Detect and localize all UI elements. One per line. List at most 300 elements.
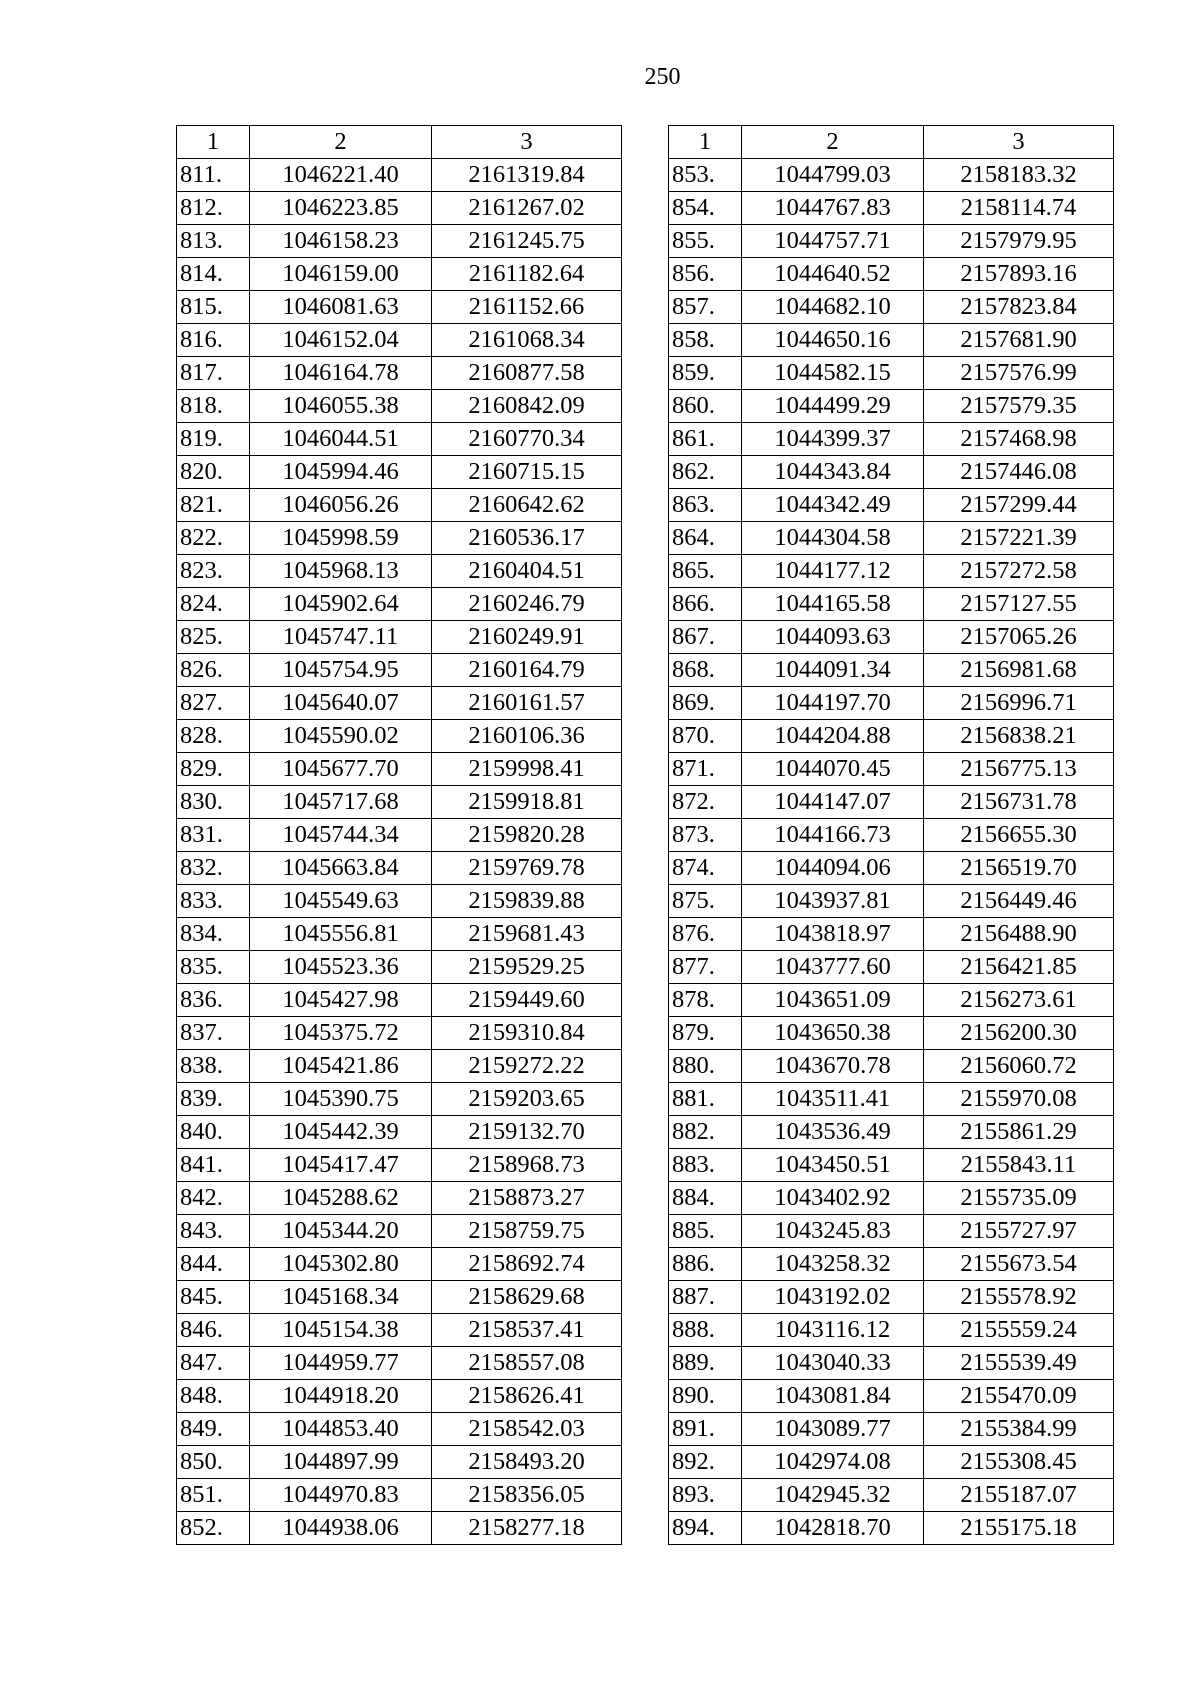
y-coordinate-cell: 2155175.18 — [924, 1512, 1114, 1545]
table-row — [669, 1083, 1114, 1116]
x-coordinate-cell: 1044147.07 — [742, 786, 924, 819]
x-coordinate-cell: 1044094.06 — [742, 852, 924, 885]
y-coordinate-cell: 2158873.27 — [432, 1182, 622, 1215]
row-number-cell: 845. — [177, 1281, 250, 1314]
y-coordinate-cell: 2158692.74 — [432, 1248, 622, 1281]
table-row — [177, 225, 622, 258]
row-number-cell: 822. — [177, 522, 250, 555]
column-header-3: 3 — [924, 126, 1114, 159]
x-coordinate-cell: 1046056.26 — [250, 489, 432, 522]
row-number-cell: 867. — [669, 621, 742, 654]
y-coordinate-cell: 2156200.30 — [924, 1017, 1114, 1050]
row-number-cell: 847. — [177, 1347, 250, 1380]
table-row — [669, 1215, 1114, 1248]
y-coordinate-cell: 2155187.07 — [924, 1479, 1114, 1512]
x-coordinate-cell: 1043777.60 — [742, 951, 924, 984]
x-coordinate-cell: 1045344.20 — [250, 1215, 432, 1248]
x-coordinate-cell: 1045677.70 — [250, 753, 432, 786]
row-number-cell: 872. — [669, 786, 742, 819]
table-row — [669, 1413, 1114, 1446]
row-number-cell: 859. — [669, 357, 742, 390]
x-coordinate-cell: 1043651.09 — [742, 984, 924, 1017]
y-coordinate-cell: 2158629.68 — [432, 1281, 622, 1314]
row-number-cell: 850. — [177, 1446, 250, 1479]
row-number-cell: 879. — [669, 1017, 742, 1050]
table-row — [177, 1314, 622, 1347]
table-row — [177, 753, 622, 786]
table-row — [669, 159, 1114, 192]
table-row — [177, 423, 622, 456]
x-coordinate-cell: 1045590.02 — [250, 720, 432, 753]
table-row — [669, 588, 1114, 621]
row-number-cell: 858. — [669, 324, 742, 357]
y-coordinate-cell: 2155843.11 — [924, 1149, 1114, 1182]
x-coordinate-cell: 1044959.77 — [250, 1347, 432, 1380]
x-coordinate-cell: 1045523.36 — [250, 951, 432, 984]
row-number-cell: 894. — [669, 1512, 742, 1545]
row-number-cell: 869. — [669, 687, 742, 720]
row-number-cell: 854. — [669, 192, 742, 225]
x-coordinate-cell: 1043670.78 — [742, 1050, 924, 1083]
y-coordinate-cell: 2155578.92 — [924, 1281, 1114, 1314]
y-coordinate-cell: 2156996.71 — [924, 687, 1114, 720]
x-coordinate-cell: 1045549.63 — [250, 885, 432, 918]
x-coordinate-cell: 1045744.34 — [250, 819, 432, 852]
x-coordinate-cell: 1044640.52 — [742, 258, 924, 291]
x-coordinate-cell: 1043818.97 — [742, 918, 924, 951]
table-row — [177, 1248, 622, 1281]
x-coordinate-cell: 1044304.58 — [742, 522, 924, 555]
x-coordinate-cell: 1043192.02 — [742, 1281, 924, 1314]
x-coordinate-cell: 1044070.45 — [742, 753, 924, 786]
table-row — [669, 621, 1114, 654]
row-number-cell: 838. — [177, 1050, 250, 1083]
y-coordinate-cell: 2157127.55 — [924, 588, 1114, 621]
page-number: 250 — [644, 64, 681, 90]
y-coordinate-cell: 2155470.09 — [924, 1380, 1114, 1413]
x-coordinate-cell: 1044938.06 — [250, 1512, 432, 1545]
y-coordinate-cell: 2155559.24 — [924, 1314, 1114, 1347]
table-row — [177, 1413, 622, 1446]
x-coordinate-cell: 1045994.46 — [250, 456, 432, 489]
row-number-cell: 823. — [177, 555, 250, 588]
table-row — [177, 918, 622, 951]
x-coordinate-cell: 1045154.38 — [250, 1314, 432, 1347]
table-row — [177, 588, 622, 621]
y-coordinate-cell: 2156060.72 — [924, 1050, 1114, 1083]
y-coordinate-cell: 2160164.79 — [432, 654, 622, 687]
table-row — [177, 1083, 622, 1116]
x-coordinate-cell: 1046152.04 — [250, 324, 432, 357]
table-row — [669, 1512, 1114, 1545]
table-row — [669, 1248, 1114, 1281]
row-number-cell: 891. — [669, 1413, 742, 1446]
coordinates-table-right — [668, 125, 1114, 1545]
x-coordinate-cell: 1044499.29 — [742, 390, 924, 423]
table-row — [177, 1116, 622, 1149]
y-coordinate-cell: 2160642.62 — [432, 489, 622, 522]
y-coordinate-cell: 2159272.22 — [432, 1050, 622, 1083]
x-coordinate-cell: 1045417.47 — [250, 1149, 432, 1182]
y-coordinate-cell: 2160842.09 — [432, 390, 622, 423]
row-number-cell: 853. — [669, 159, 742, 192]
row-number-cell: 811. — [177, 159, 250, 192]
x-coordinate-cell: 1046164.78 — [250, 357, 432, 390]
row-number-cell: 881. — [669, 1083, 742, 1116]
table-row — [669, 918, 1114, 951]
row-number-cell: 887. — [669, 1281, 742, 1314]
y-coordinate-cell: 2159449.60 — [432, 984, 622, 1017]
row-number-cell: 835. — [177, 951, 250, 984]
table-row — [669, 951, 1114, 984]
table-row — [669, 324, 1114, 357]
x-coordinate-cell: 1043258.32 — [742, 1248, 924, 1281]
x-coordinate-cell: 1044799.03 — [742, 159, 924, 192]
y-coordinate-cell: 2158493.20 — [432, 1446, 622, 1479]
y-coordinate-cell: 2156519.70 — [924, 852, 1114, 885]
row-number-cell: 839. — [177, 1083, 250, 1116]
y-coordinate-cell: 2157065.26 — [924, 621, 1114, 654]
row-number-cell: 827. — [177, 687, 250, 720]
table-row — [177, 1017, 622, 1050]
y-coordinate-cell: 2160877.58 — [432, 357, 622, 390]
row-number-cell: 892. — [669, 1446, 742, 1479]
table-row — [177, 1479, 622, 1512]
x-coordinate-cell: 1043089.77 — [742, 1413, 924, 1446]
table-row — [177, 357, 622, 390]
x-coordinate-cell: 1045968.13 — [250, 555, 432, 588]
row-number-cell: 830. — [177, 786, 250, 819]
y-coordinate-cell: 2159203.65 — [432, 1083, 622, 1116]
row-number-cell: 848. — [177, 1380, 250, 1413]
y-coordinate-cell: 2157468.98 — [924, 423, 1114, 456]
x-coordinate-cell: 1045717.68 — [250, 786, 432, 819]
y-coordinate-cell: 2155861.29 — [924, 1116, 1114, 1149]
row-number-cell: 817. — [177, 357, 250, 390]
table-row — [177, 852, 622, 885]
table-row — [669, 852, 1114, 885]
table-row — [669, 357, 1114, 390]
column-header-2: 2 — [250, 126, 432, 159]
row-number-cell: 862. — [669, 456, 742, 489]
row-number-cell: 826. — [177, 654, 250, 687]
table-row — [669, 819, 1114, 852]
y-coordinate-cell: 2158968.73 — [432, 1149, 622, 1182]
table-row — [177, 654, 622, 687]
x-coordinate-cell: 1044165.58 — [742, 588, 924, 621]
table-row — [669, 885, 1114, 918]
row-number-cell: 851. — [177, 1479, 250, 1512]
row-number-cell: 868. — [669, 654, 742, 687]
table-row — [669, 1116, 1114, 1149]
y-coordinate-cell: 2156488.90 — [924, 918, 1114, 951]
row-number-cell: 871. — [669, 753, 742, 786]
table-row — [669, 1380, 1114, 1413]
x-coordinate-cell: 1042818.70 — [742, 1512, 924, 1545]
row-number-cell: 841. — [177, 1149, 250, 1182]
y-coordinate-cell: 2155308.45 — [924, 1446, 1114, 1479]
table-row — [669, 720, 1114, 753]
y-coordinate-cell: 2159998.41 — [432, 753, 622, 786]
row-number-cell: 873. — [669, 819, 742, 852]
y-coordinate-cell: 2161319.84 — [432, 159, 622, 192]
x-coordinate-cell: 1043511.41 — [742, 1083, 924, 1116]
row-number-cell: 813. — [177, 225, 250, 258]
row-number-cell: 812. — [177, 192, 250, 225]
row-number-cell: 834. — [177, 918, 250, 951]
y-coordinate-cell: 2157576.99 — [924, 357, 1114, 390]
x-coordinate-cell: 1046223.85 — [250, 192, 432, 225]
y-coordinate-cell: 2156981.68 — [924, 654, 1114, 687]
y-coordinate-cell: 2155727.97 — [924, 1215, 1114, 1248]
row-number-cell: 888. — [669, 1314, 742, 1347]
row-number-cell: 883. — [669, 1149, 742, 1182]
y-coordinate-cell: 2156421.85 — [924, 951, 1114, 984]
x-coordinate-cell: 1044897.99 — [250, 1446, 432, 1479]
table-row — [669, 1182, 1114, 1215]
table-row — [177, 489, 622, 522]
row-number-cell: 815. — [177, 291, 250, 324]
x-coordinate-cell: 1045168.34 — [250, 1281, 432, 1314]
table-row — [177, 258, 622, 291]
y-coordinate-cell: 2161182.64 — [432, 258, 622, 291]
table-row — [669, 786, 1114, 819]
x-coordinate-cell: 1044166.73 — [742, 819, 924, 852]
y-coordinate-cell: 2158542.03 — [432, 1413, 622, 1446]
y-coordinate-cell: 2155384.99 — [924, 1413, 1114, 1446]
table-row — [177, 1149, 622, 1182]
row-number-cell: 884. — [669, 1182, 742, 1215]
y-coordinate-cell: 2157893.16 — [924, 258, 1114, 291]
table-row — [669, 192, 1114, 225]
x-coordinate-cell: 1044970.83 — [250, 1479, 432, 1512]
x-coordinate-cell: 1044682.10 — [742, 291, 924, 324]
x-coordinate-cell: 1045747.11 — [250, 621, 432, 654]
table-row — [177, 522, 622, 555]
row-number-cell: 819. — [177, 423, 250, 456]
y-coordinate-cell: 2156655.30 — [924, 819, 1114, 852]
x-coordinate-cell: 1043245.83 — [742, 1215, 924, 1248]
y-coordinate-cell: 2158537.41 — [432, 1314, 622, 1347]
table-row — [669, 291, 1114, 324]
y-coordinate-cell: 2156838.21 — [924, 720, 1114, 753]
table-row — [177, 1050, 622, 1083]
row-number-cell: 852. — [177, 1512, 250, 1545]
x-coordinate-cell: 1046081.63 — [250, 291, 432, 324]
table-row — [669, 753, 1114, 786]
row-number-cell: 885. — [669, 1215, 742, 1248]
y-coordinate-cell: 2160536.17 — [432, 522, 622, 555]
table-row — [669, 1314, 1114, 1347]
table-row — [177, 720, 622, 753]
x-coordinate-cell: 1046158.23 — [250, 225, 432, 258]
table-row — [177, 951, 622, 984]
y-coordinate-cell: 2157979.95 — [924, 225, 1114, 258]
table-row — [177, 621, 622, 654]
x-coordinate-cell: 1045421.86 — [250, 1050, 432, 1083]
x-coordinate-cell: 1044091.34 — [742, 654, 924, 687]
table-header-row — [669, 126, 1114, 159]
y-coordinate-cell: 2156273.61 — [924, 984, 1114, 1017]
y-coordinate-cell: 2158626.41 — [432, 1380, 622, 1413]
table-row — [669, 225, 1114, 258]
row-number-cell: 857. — [669, 291, 742, 324]
y-coordinate-cell: 2160715.15 — [432, 456, 622, 489]
column-header-1: 1 — [669, 126, 742, 159]
x-coordinate-cell: 1042974.08 — [742, 1446, 924, 1479]
x-coordinate-cell: 1045663.84 — [250, 852, 432, 885]
table-row — [669, 456, 1114, 489]
x-coordinate-cell: 1045302.80 — [250, 1248, 432, 1281]
row-number-cell: 860. — [669, 390, 742, 423]
y-coordinate-cell: 2157681.90 — [924, 324, 1114, 357]
x-coordinate-cell: 1046159.00 — [250, 258, 432, 291]
x-coordinate-cell: 1044342.49 — [742, 489, 924, 522]
y-coordinate-cell: 2161267.02 — [432, 192, 622, 225]
table-row — [177, 1281, 622, 1314]
table-row — [669, 423, 1114, 456]
row-number-cell: 855. — [669, 225, 742, 258]
table-row — [669, 1281, 1114, 1314]
row-number-cell: 828. — [177, 720, 250, 753]
y-coordinate-cell: 2159820.28 — [432, 819, 622, 852]
y-coordinate-cell: 2155539.49 — [924, 1347, 1114, 1380]
x-coordinate-cell: 1045998.59 — [250, 522, 432, 555]
row-number-cell: 849. — [177, 1413, 250, 1446]
row-number-cell: 832. — [177, 852, 250, 885]
table-row — [177, 555, 622, 588]
x-coordinate-cell: 1045442.39 — [250, 1116, 432, 1149]
x-coordinate-cell: 1043450.51 — [742, 1149, 924, 1182]
y-coordinate-cell: 2156775.13 — [924, 753, 1114, 786]
table-row — [669, 522, 1114, 555]
row-number-cell: 874. — [669, 852, 742, 885]
x-coordinate-cell: 1046055.38 — [250, 390, 432, 423]
y-coordinate-cell: 2159529.25 — [432, 951, 622, 984]
row-number-cell: 856. — [669, 258, 742, 291]
table-row — [177, 1182, 622, 1215]
x-coordinate-cell: 1044204.88 — [742, 720, 924, 753]
table-row — [669, 1446, 1114, 1479]
row-number-cell: 878. — [669, 984, 742, 1017]
table-row — [177, 456, 622, 489]
x-coordinate-cell: 1043402.92 — [742, 1182, 924, 1215]
table-row — [177, 390, 622, 423]
x-coordinate-cell: 1044177.12 — [742, 555, 924, 588]
x-coordinate-cell: 1042945.32 — [742, 1479, 924, 1512]
row-number-cell: 837. — [177, 1017, 250, 1050]
y-coordinate-cell: 2161245.75 — [432, 225, 622, 258]
y-coordinate-cell: 2155673.54 — [924, 1248, 1114, 1281]
row-number-cell: 886. — [669, 1248, 742, 1281]
y-coordinate-cell: 2156449.46 — [924, 885, 1114, 918]
x-coordinate-cell: 1044650.16 — [742, 324, 924, 357]
x-coordinate-cell: 1044757.71 — [742, 225, 924, 258]
x-coordinate-cell: 1043650.38 — [742, 1017, 924, 1050]
table-row — [177, 819, 622, 852]
y-coordinate-cell: 2160161.57 — [432, 687, 622, 720]
table-header-row — [177, 126, 622, 159]
table-row — [177, 1347, 622, 1380]
y-coordinate-cell: 2158277.18 — [432, 1512, 622, 1545]
y-coordinate-cell: 2159839.88 — [432, 885, 622, 918]
y-coordinate-cell: 2156731.78 — [924, 786, 1114, 819]
row-number-cell: 889. — [669, 1347, 742, 1380]
row-number-cell: 877. — [669, 951, 742, 984]
table-row — [669, 1479, 1114, 1512]
table-row — [669, 390, 1114, 423]
x-coordinate-cell: 1043937.81 — [742, 885, 924, 918]
row-number-cell: 814. — [177, 258, 250, 291]
y-coordinate-cell: 2160106.36 — [432, 720, 622, 753]
y-coordinate-cell: 2160770.34 — [432, 423, 622, 456]
row-number-cell: 821. — [177, 489, 250, 522]
y-coordinate-cell: 2158356.05 — [432, 1479, 622, 1512]
y-coordinate-cell: 2157579.35 — [924, 390, 1114, 423]
x-coordinate-cell: 1046044.51 — [250, 423, 432, 456]
y-coordinate-cell: 2160404.51 — [432, 555, 622, 588]
table-row — [669, 984, 1114, 1017]
y-coordinate-cell: 2157221.39 — [924, 522, 1114, 555]
x-coordinate-cell: 1043040.33 — [742, 1347, 924, 1380]
y-coordinate-cell: 2160249.91 — [432, 621, 622, 654]
y-coordinate-cell: 2159918.81 — [432, 786, 622, 819]
x-coordinate-cell: 1045556.81 — [250, 918, 432, 951]
x-coordinate-cell: 1045375.72 — [250, 1017, 432, 1050]
row-number-cell: 866. — [669, 588, 742, 621]
x-coordinate-cell: 1046221.40 — [250, 159, 432, 192]
table-row — [669, 687, 1114, 720]
table-row — [177, 885, 622, 918]
row-number-cell: 870. — [669, 720, 742, 753]
table-row — [177, 159, 622, 192]
row-number-cell: 824. — [177, 588, 250, 621]
y-coordinate-cell: 2161152.66 — [432, 291, 622, 324]
x-coordinate-cell: 1044853.40 — [250, 1413, 432, 1446]
table-row — [669, 258, 1114, 291]
x-coordinate-cell: 1044197.70 — [742, 687, 924, 720]
table-row — [177, 687, 622, 720]
row-number-cell: 865. — [669, 555, 742, 588]
row-number-cell: 844. — [177, 1248, 250, 1281]
table-row — [177, 786, 622, 819]
x-coordinate-cell: 1045390.75 — [250, 1083, 432, 1116]
table-row — [669, 1050, 1114, 1083]
column-header-2: 2 — [742, 126, 924, 159]
x-coordinate-cell: 1044582.15 — [742, 357, 924, 390]
row-number-cell: 825. — [177, 621, 250, 654]
x-coordinate-cell: 1044093.63 — [742, 621, 924, 654]
y-coordinate-cell: 2161068.34 — [432, 324, 622, 357]
row-number-cell: 842. — [177, 1182, 250, 1215]
row-number-cell: 882. — [669, 1116, 742, 1149]
table-row — [177, 1512, 622, 1545]
x-coordinate-cell: 1044399.37 — [742, 423, 924, 456]
table-row — [669, 1149, 1114, 1182]
x-coordinate-cell: 1044767.83 — [742, 192, 924, 225]
x-coordinate-cell: 1045754.95 — [250, 654, 432, 687]
row-number-cell: 875. — [669, 885, 742, 918]
column-header-3: 3 — [432, 126, 622, 159]
x-coordinate-cell: 1045288.62 — [250, 1182, 432, 1215]
y-coordinate-cell: 2155735.09 — [924, 1182, 1114, 1215]
x-coordinate-cell: 1045427.98 — [250, 984, 432, 1017]
y-coordinate-cell: 2155970.08 — [924, 1083, 1114, 1116]
row-number-cell: 861. — [669, 423, 742, 456]
row-number-cell: 893. — [669, 1479, 742, 1512]
coordinates-table-left — [176, 125, 622, 1545]
y-coordinate-cell: 2158759.75 — [432, 1215, 622, 1248]
